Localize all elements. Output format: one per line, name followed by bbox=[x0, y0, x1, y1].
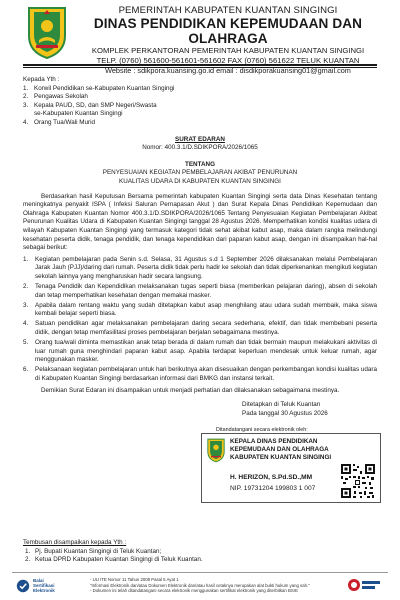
signature-area bbox=[23, 401, 377, 531]
issue-date: Pada tanggal 30 Agustus 2026 bbox=[242, 409, 328, 417]
subject-line: KUALITAS UDARA DI KABUPATEN KUANTAN SINGINGI bbox=[119, 177, 281, 185]
instruction-item: 3. Apabila dalam rentang waktu yang sudah ditetapkan kabut asap menghilang atau udara sudah membaik, maka siswa kembali belajar seperti biasa. bbox=[23, 301, 377, 318]
government-name: PEMERINTAH KABUPATEN KUANTAN SINGINGI bbox=[118, 5, 338, 16]
instruction-item: 6. Pelaksanaan kegiatan pembelajaran untuk hari berikutnya akan disesuaikan dengan perkembangan kondisi kualitas udara di Kabupaten Kuantan Singingi berdasarkan informasi dari BMKG dan instansi terkait. bbox=[23, 366, 377, 382]
recipients-block bbox=[23, 76, 377, 128]
recipients-heading: Kepada Yth : bbox=[23, 76, 60, 83]
signer-nip: NIP. 19731204 199803 1 007 bbox=[230, 485, 316, 493]
regency-emblem-logo bbox=[25, 6, 69, 60]
intro-paragraph: Berdasarkan hasil Keputusan Bersama pemerintah kabupaten Kuantan Singingi serta data Dinas Kesehatan tentang meningkatnya penyakit ISPA ( Infeksi Saluran Pernapasan Akut ) dan Surat Kepala Dinas Pendidikan Kepemudaan dan Olahraga Kabupaten Kuantan Nomor 400.3.1/D.SDIKPORA/2026/1065 Tentang Penyesuaian Kegiatan Pembelajaran Akibat Penurunan Kualitas Udara di Kabupaten Kuantan Singingi tanggal 28 Agustus 2026. Memperhatikan kondisi kualitas udara di wilayah Kabupaten Kuantan Singingi yang termasuk kategori tidak sehat akibat kabut asap, maka dalam rangka melindungi kesehatan peserta didik, tenaga pendidik, dan tenaga kependidikan dari paparan kabut asap, dengan ini disampaikan hal-hal sebagai berikut: bbox=[23, 192, 377, 252]
agency-phone: TELP. (0760) 561600-561601-561602 FAX (0760) 561622 TELUK KUANTAN bbox=[96, 56, 360, 65]
qr-code-icon bbox=[340, 463, 376, 499]
instruction-item: 1. Kegiatan pembelajaran pada Senin s.d. Selasa, 31 Agustus s.d 1 September 2026 dilaksanakan melalui Pembelajaran Jarak Jauh (PJJ)/daring dari rumah. Peserta didik tidak perlu hadir ke sekolah dan tidak diperkenankan mengikuti kegiatan sekolah lainnya yang mengharuskan hadir secara langsung. bbox=[23, 255, 377, 280]
bsre-badge bbox=[16, 578, 55, 593]
regency-emblem-small-logo bbox=[206, 438, 226, 463]
bsre-label: Balai Sertifikasi Elektronik bbox=[33, 578, 55, 593]
recipients-list bbox=[23, 85, 377, 128]
carbon-copy-block bbox=[23, 539, 353, 565]
letter-title-block bbox=[23, 136, 377, 153]
letter-title: SURAT EDARAN bbox=[175, 135, 225, 143]
cc-item: 1. Pj. Bupati Kuantan Singingi di Teluk Kuantan; bbox=[25, 547, 162, 555]
letterhead-rule-thick bbox=[23, 64, 377, 66]
recipient-item: 4. Orang Tua/Wali Murid bbox=[23, 118, 96, 126]
electronic-signature-box bbox=[201, 433, 381, 503]
recipient-item: 3. Kepala PAUD, SD, dan SMP Negeri/Swasta bbox=[23, 101, 157, 109]
cc-list bbox=[23, 548, 353, 565]
signer-position: KEPALA DINAS PENDIDIKAN KEPEMUDAAN DAN OLAHRAGA KABUPATEN KUANTAN SINGINGI bbox=[230, 438, 332, 462]
instruction-item: 2. Tenaga Pendidik dan Kependidikan melaksanakan tugas seperti biasa (memberikan pelajaran daring), absen di sekolah dan tetap memperhatikan kesehatan dengan memakai masker. bbox=[23, 282, 377, 299]
recipient-item: 2. Pengawas Sekolah bbox=[23, 93, 88, 101]
recipient-item: 1. Korwil Pendidikan se-Kabupaten Kuantan Singingi bbox=[23, 84, 175, 92]
agency-address: KOMPLEK PERKANTORAN PEMERINTAH KABUPATEN KUANTAN SINGINGI bbox=[91, 46, 365, 55]
closing-paragraph: Demikian Surat Edaran ini disampaikan untuk menjadi perhatian dan dilaksanakan sebagaimana mestinya. bbox=[41, 386, 340, 394]
esign-caption: Ditandatangani secara elektronik oleh: bbox=[216, 427, 308, 434]
recipient-item: se-Kabupaten Kuantan Singingi bbox=[34, 110, 123, 118]
instruction-item: 4. Satuan pendidikan agar melaksanakan pembelajaran daring secara sederhana, efektif, dan tidak membebani peserta didik, dengan tetap memfasilitasi proses pembelajaran berjalan sebagaimana mestinya. bbox=[23, 320, 377, 336]
letterhead bbox=[23, 0, 377, 75]
instruction-list bbox=[23, 256, 377, 384]
issue-place: Ditetapkan di Teluk Kuantan bbox=[242, 401, 321, 409]
page-footer bbox=[12, 572, 388, 596]
cc-item: 2. Ketua DPRD Kabupaten Kuantan Singingi di Teluk Kuantan. bbox=[25, 556, 203, 564]
instruction-item: 5. Orang tua/wali diminta memastikan anak tetap berada di dalam rumah dan tidak bermain maupun melakukani aktivitas di luar rumah guna menghindari paparan kabut asap. Apabila terdapat keperluan mendesak untuk keluar rumah, agar menggunakan masker. bbox=[23, 339, 377, 364]
letter-number: Nomor: 400.3.1/D.SDIKPORA/2026/1065 bbox=[142, 144, 258, 152]
subject-label: TENTANG bbox=[185, 160, 215, 168]
cc-heading: Tembusan disampaikan kepada Yth : bbox=[23, 539, 127, 546]
subject-block bbox=[23, 161, 377, 187]
place-date bbox=[242, 401, 328, 418]
signer-name: H. HERIZON, S.Pd.SD.,MM bbox=[230, 474, 313, 482]
footer-mark-icon bbox=[346, 577, 382, 593]
subject-line: PENYESUAIAN KEGIATAN PEMBELAJARAN AKIBAT PENURUNAN bbox=[102, 169, 298, 177]
letterhead-rule-thin bbox=[23, 67, 377, 68]
bsre-logo-icon bbox=[16, 579, 30, 593]
agency-name: DINAS PENDIDIKAN KEPEMUDAAN DAN OLAHRAGA bbox=[93, 16, 363, 46]
agency-web-email: Website : sdikpora.kuansing.go.id email : disdikporakuansing01@gmail.com bbox=[105, 66, 351, 75]
footer-legal-notes: - UU ITE Nomor 11 Tahun 2008 Pasal 5 Ayat 1 "Informasi Elektronik dan/atau Dokumen Elektronik dan/atau hasil cetaknya merupakan alat bukti hukum yang sah." - Dokumen ini telah ditandatangani secara elektronik menggunakan sertifikat elektronik yang diterbitkan BSrE bbox=[90, 577, 310, 594]
